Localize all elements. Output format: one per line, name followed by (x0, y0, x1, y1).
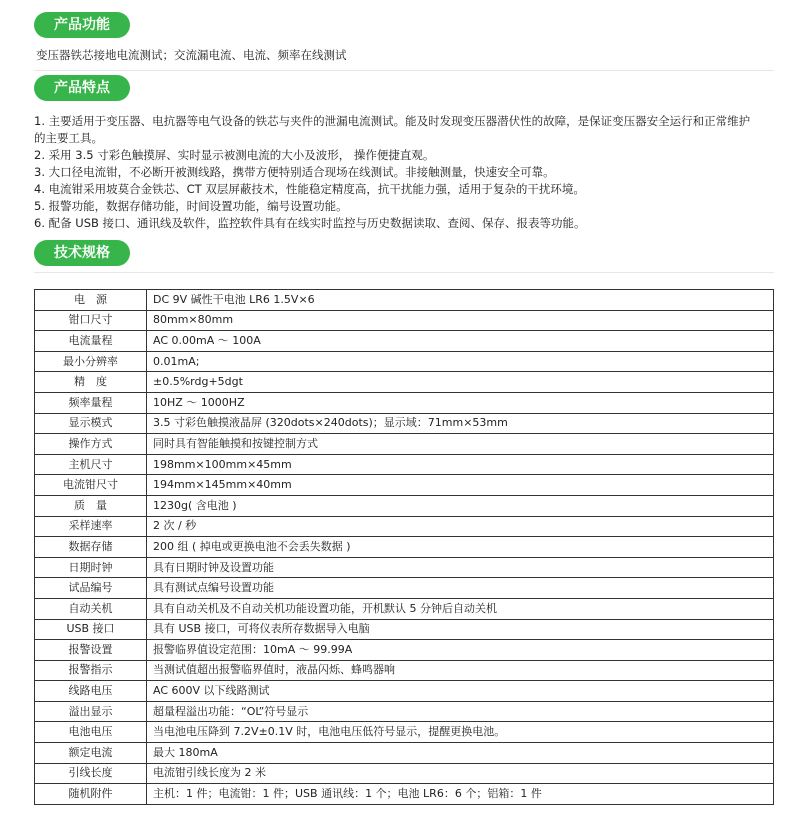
spec-label: 电流量程 (35, 331, 147, 352)
spec-label: 主机尺寸 (35, 454, 147, 475)
spec-label: 报警指示 (35, 660, 147, 681)
feature-item: 4. 电流钳采用坡莫合金铁芯、CT 双层屏蔽技术，性能稳定精度高，抗干扰能力强，适用于复杂的干扰环境。 (34, 182, 585, 196)
table-row (35, 722, 774, 743)
spec-value: 80mm×80mm (147, 310, 774, 331)
spec-value: AC 0.00mA ～ 100A (147, 331, 774, 352)
spec-label: 溢出显示 (35, 701, 147, 722)
spec-label: 试品编号 (35, 578, 147, 599)
table-row (35, 743, 774, 764)
spec-label: 线路电压 (35, 681, 147, 702)
spec-value: 194mm×145mm×40mm (147, 475, 774, 496)
spec-value: ±0.5%rdg+5dgt (147, 372, 774, 393)
spec-value: 最大 180mA (147, 743, 774, 764)
table-row (35, 557, 774, 578)
spec-value: 同时具有智能触摸和按键控制方式 (147, 434, 774, 455)
spec-value: 当电池电压降到 7.2V±0.1V 时，电池电压低符号显示，提醒更换电池。 (147, 722, 774, 743)
table-row (35, 413, 774, 434)
spec-value: 电流钳引线长度为 2 米 (147, 763, 774, 784)
function-text: 变压器铁芯接地电流测试；交流漏电流、电流、频率在线测试 (36, 48, 347, 62)
spec-label: 额定电流 (35, 743, 147, 764)
spec-label: 频率量程 (35, 392, 147, 413)
spec-label: 报警设置 (35, 640, 147, 661)
table-row (35, 310, 774, 331)
table-row (35, 784, 774, 805)
feature-item: 2. 采用 3.5 寸彩色触摸屏、实时显示被测电流的大小及波形， 操作便捷直观。 (34, 148, 435, 162)
spec-label: 电池电压 (35, 722, 147, 743)
divider (34, 70, 774, 71)
section-title-features: 产品特点 (34, 75, 130, 101)
table-row (35, 372, 774, 393)
spec-label: 数据存储 (35, 537, 147, 558)
spec-label: 随机附件 (35, 784, 147, 805)
table-row (35, 681, 774, 702)
divider (34, 272, 774, 273)
spec-value: 主机：1 件；电流钳：1 件；USB 通讯线：1 个；电池 LR6：6 个；铝箱：1 件 (147, 784, 774, 805)
table-row (35, 598, 774, 619)
spec-value: 当测试值超出报警临界值时，液晶闪烁、蜂鸣器响 (147, 660, 774, 681)
spec-label: 自动关机 (35, 598, 147, 619)
table-row (35, 640, 774, 661)
spec-label: USB 接口 (35, 619, 147, 640)
spec-value: 具有 USB 接口，可将仪表所存数据导入电脑 (147, 619, 774, 640)
spec-label: 电流钳尺寸 (35, 475, 147, 496)
table-row (35, 660, 774, 681)
spec-value: 200 组 ( 掉电或更换电池不会丢失数据 ) (147, 537, 774, 558)
spec-value: 0.01mA; (147, 351, 774, 372)
table-row (35, 619, 774, 640)
spec-label: 质 量 (35, 495, 147, 516)
spec-label: 最小分辨率 (35, 351, 147, 372)
table-row (35, 454, 774, 475)
feature-item: 1. 主要适用于变压器、电抗器等电气设备的铁芯与夹件的泄漏电流测试。能及时发现变压器潜伏性的故障，是保证变压器安全运行和正常维护 (34, 114, 751, 128)
table-row (35, 475, 774, 496)
spec-value: 具有自动关机及不自动关机功能设置功能，开机默认 5 分钟后自动关机 (147, 598, 774, 619)
spec-label: 精 度 (35, 372, 147, 393)
table-row (35, 392, 774, 413)
spec-value: 10HZ ～ 1000HZ (147, 392, 774, 413)
table-row (35, 537, 774, 558)
table-row (35, 331, 774, 352)
spec-value: 具有测试点编号设置功能 (147, 578, 774, 599)
section-title-specs: 技术规格 (34, 240, 130, 266)
spec-value: 具有日期时钟及设置功能 (147, 557, 774, 578)
spec-label: 电 源 (35, 290, 147, 311)
features-list (34, 113, 774, 232)
spec-label: 日期时钟 (35, 557, 147, 578)
table-row (35, 495, 774, 516)
table-row (35, 701, 774, 722)
table-row (35, 578, 774, 599)
spec-value: 2 次 / 秒 (147, 516, 774, 537)
spec-value: DC 9V 碱性干电池 LR6 1.5V×6 (147, 290, 774, 311)
table-row (35, 763, 774, 784)
table-row (35, 516, 774, 537)
spec-label: 采样速率 (35, 516, 147, 537)
spec-value: 报警临界值设定范围：10mA ～ 99.99A (147, 640, 774, 661)
feature-item: 的主要工具。 (34, 131, 103, 145)
table-row (35, 290, 774, 311)
section-title-function: 产品功能 (34, 12, 130, 38)
table-row (35, 434, 774, 455)
spec-value: 超量程溢出功能：“OL”符号显示 (147, 701, 774, 722)
spec-label: 引线长度 (35, 763, 147, 784)
spec-label: 操作方式 (35, 434, 147, 455)
feature-item: 5. 报警功能，数据存储功能，时间设置功能，编号设置功能。 (34, 199, 348, 213)
spec-value: AC 600V 以下线路测试 (147, 681, 774, 702)
feature-item: 3. 大口径电流钳，不必断开被测线路，携带方便特别适合现场在线测试。非接触测量，快速安全可靠。 (34, 165, 555, 179)
spec-label: 钳口尺寸 (35, 310, 147, 331)
table-row (35, 351, 774, 372)
spec-table (34, 289, 774, 805)
spec-label: 显示模式 (35, 413, 147, 434)
spec-value: 3.5 寸彩色触摸液晶屏 (320dots×240dots)；显示域：71mm×53mm (147, 413, 774, 434)
feature-item: 6. 配备 USB 接口、通讯线及软件，监控软件具有在线实时监控与历史数据读取、查阅、保存、报表等功能。 (34, 216, 586, 230)
spec-value: 198mm×100mm×45mm (147, 454, 774, 475)
spec-value: 1230g( 含电池 ) (147, 495, 774, 516)
